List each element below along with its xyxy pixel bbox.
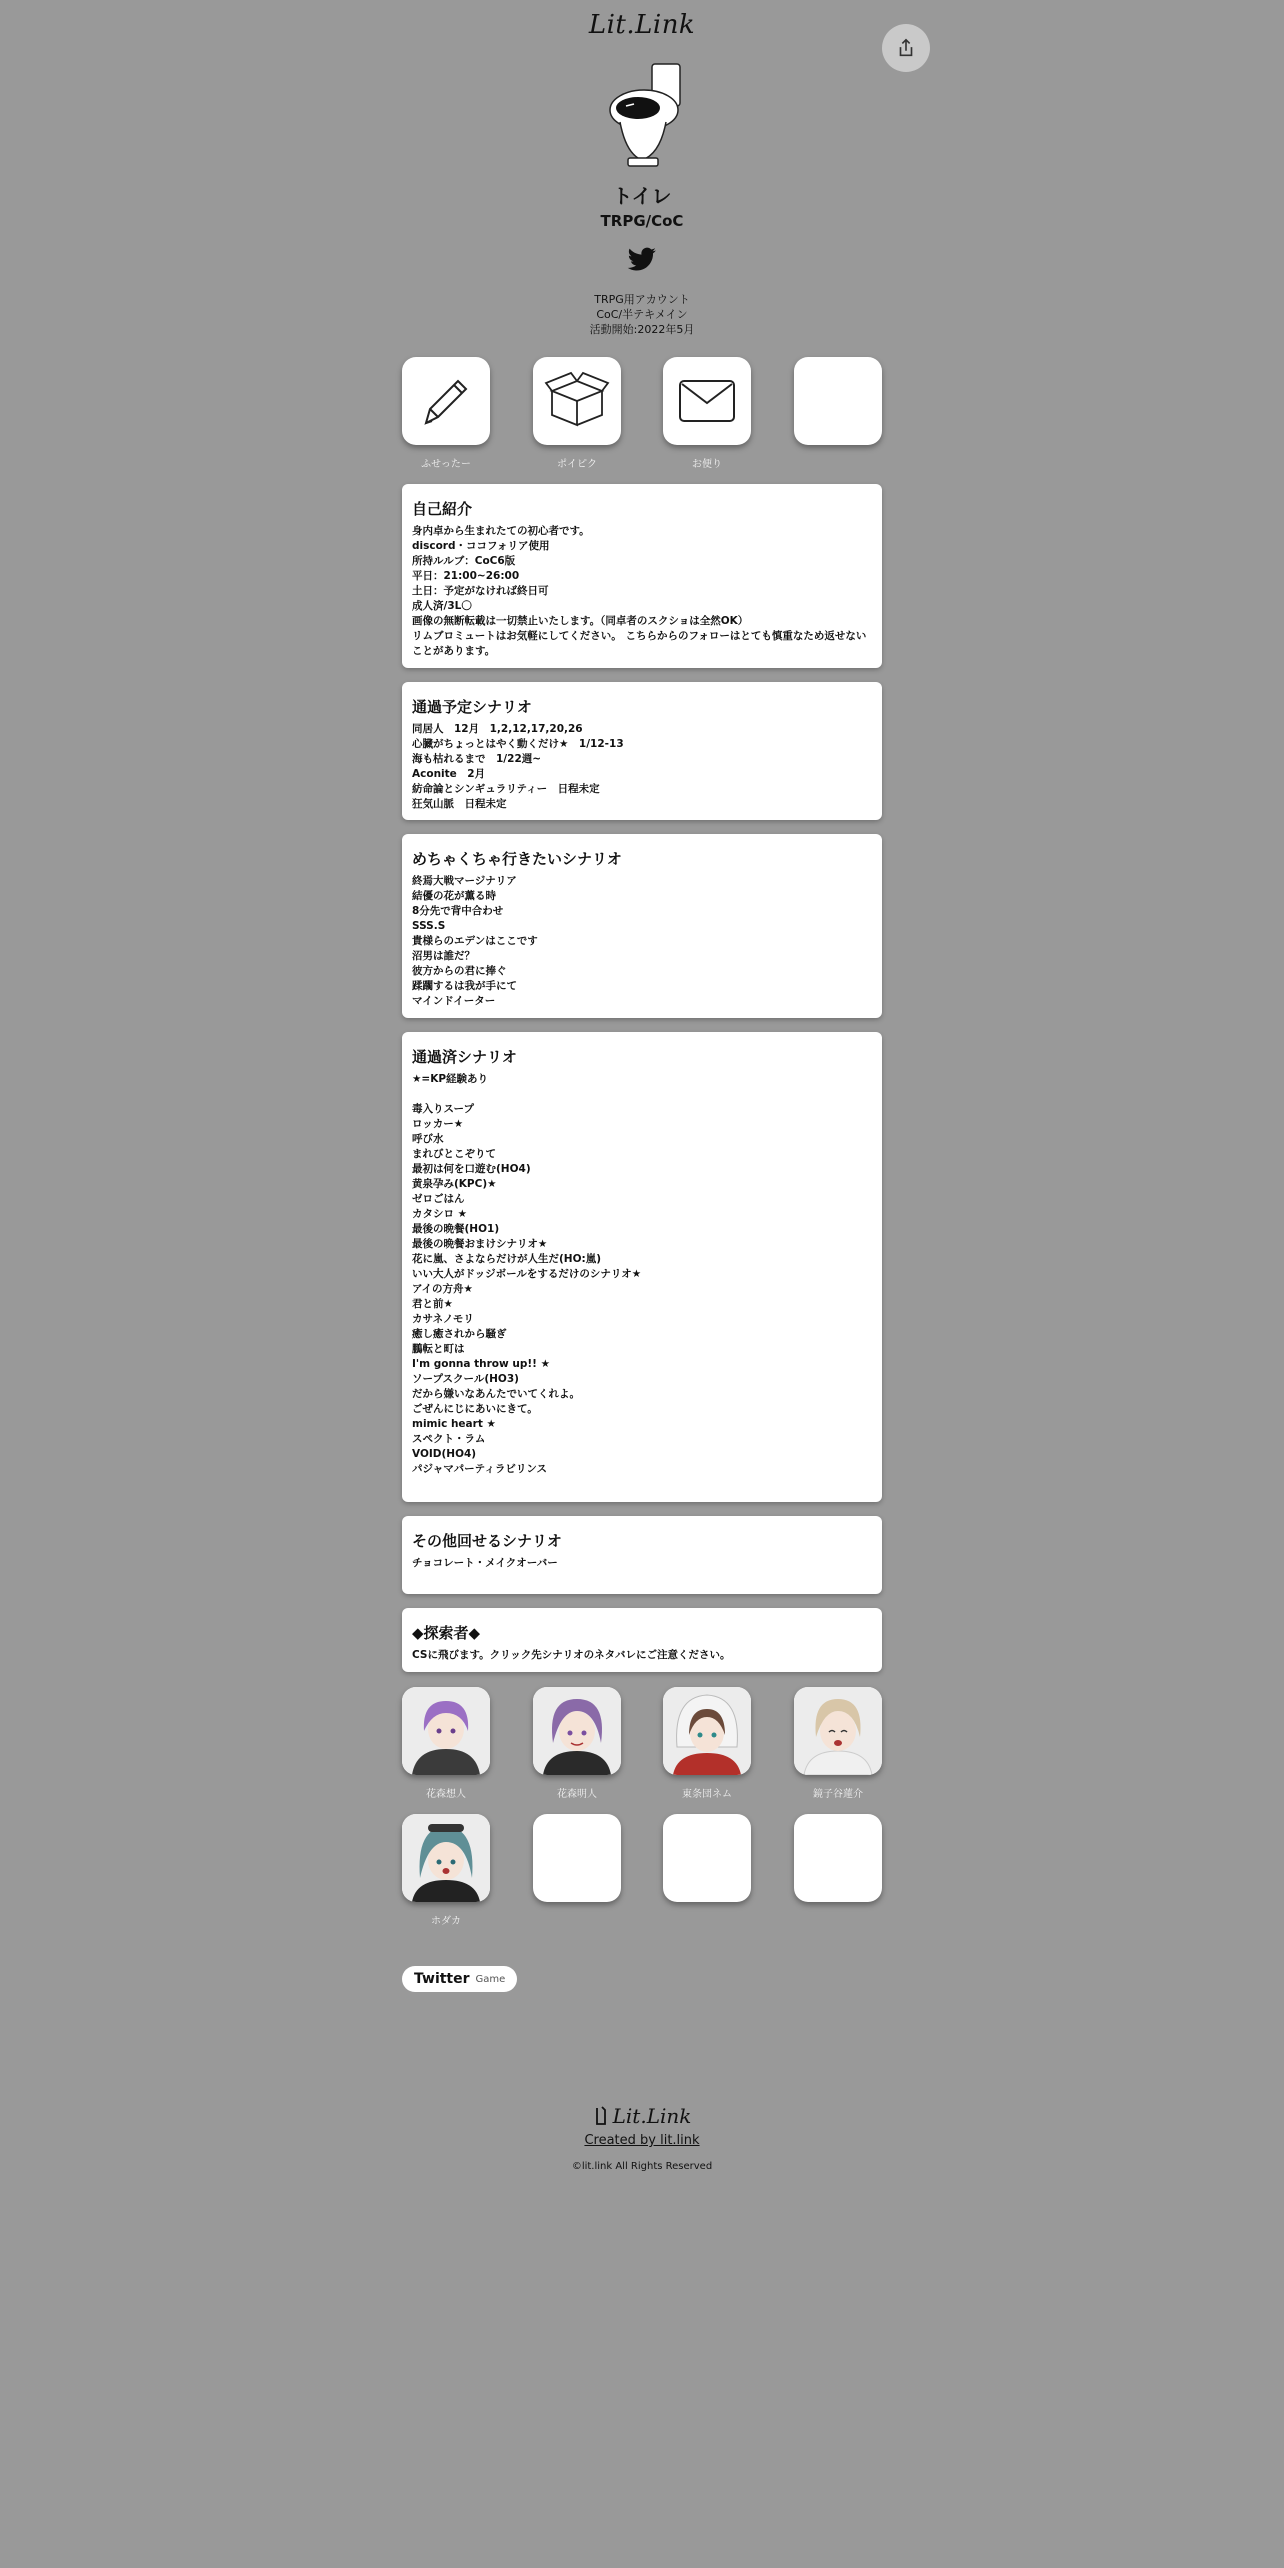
character-label: ホダカ bbox=[431, 1916, 461, 1927]
toilet-avatar-icon bbox=[592, 58, 692, 170]
card-planned-scenarios bbox=[402, 682, 882, 820]
tag-sub-label: Game bbox=[475, 1973, 506, 1985]
character-portrait bbox=[533, 1687, 621, 1775]
card-wishlist-scenarios bbox=[402, 834, 882, 1018]
tag-main-label: Twitter bbox=[414, 1971, 470, 1987]
card-investigators bbox=[402, 1608, 882, 1672]
card-title: ◆探索者◆ bbox=[412, 1624, 481, 1642]
card-title: 通過済シナリオ bbox=[412, 1048, 517, 1066]
link-tile-label: ふせったー bbox=[421, 459, 471, 470]
card-self-intro bbox=[402, 484, 882, 668]
bio-line: TRPG用アカウント bbox=[594, 293, 690, 306]
character-portrait bbox=[663, 1687, 751, 1775]
link-tile-label: ポイピク bbox=[557, 459, 597, 470]
share-button[interactable] bbox=[882, 24, 930, 72]
character-tile-empty[interactable] bbox=[794, 1814, 882, 1902]
litlink-mark-icon bbox=[593, 2106, 607, 2126]
litlink-logo[interactable]: Lit.Link bbox=[588, 10, 696, 40]
card-completed-scenarios bbox=[402, 1032, 882, 1502]
pencil-icon bbox=[416, 371, 476, 431]
link-tile-letter[interactable] bbox=[663, 357, 751, 445]
card-title: 自己紹介 bbox=[412, 500, 473, 518]
created-by-link[interactable]: Created by lit.link bbox=[584, 2133, 700, 2148]
card-body: CSに飛びます。クリック先シナリオのネタバレにご注意ください。 bbox=[412, 1649, 731, 1661]
bio-line: 活動開始:2022年5月 bbox=[589, 323, 695, 336]
character-tile[interactable] bbox=[794, 1687, 882, 1775]
profile-subtitle: TRPG/CoC bbox=[600, 212, 684, 230]
character-tile[interactable] bbox=[402, 1814, 490, 1902]
card-title: めちゃくちゃ行きたいシナリオ bbox=[412, 850, 622, 868]
character-label: 花森想人 bbox=[426, 1789, 466, 1800]
profile-name: トイレ bbox=[612, 184, 672, 208]
link-tile-empty[interactable] bbox=[794, 357, 882, 445]
card-other-scenarios bbox=[402, 1516, 882, 1594]
link-tile-label: お便り bbox=[692, 459, 722, 470]
character-tile[interactable] bbox=[663, 1687, 751, 1775]
card-body: チョコレート・メイクオーバー bbox=[412, 1557, 558, 1569]
character-tile-empty[interactable] bbox=[663, 1814, 751, 1902]
character-portrait bbox=[402, 1687, 490, 1775]
bio bbox=[0, 292, 1284, 337]
bio-line: CoC/半テキメイン bbox=[596, 308, 688, 321]
character-tile-empty[interactable] bbox=[533, 1814, 621, 1902]
character-tile[interactable] bbox=[533, 1687, 621, 1775]
card-body: 終焉大戦マージナリア 結優の花が薫る時 8分先で背中合わせ SSS.S 貴様らのエデンはここです 沼男は誰だ？ 彼方からの君に捧ぐ 蹂躙するは我が手にて マインドイーター bbox=[412, 875, 538, 1007]
character-portrait bbox=[794, 1687, 882, 1775]
character-label: 東条団ネム bbox=[682, 1789, 732, 1800]
character-portrait bbox=[402, 1814, 490, 1902]
card-body: ★=KP経験あり 毒入りスープ ロッカー★ 呼び水 まれびとこぞりて 最初は何を口遊む(HO4) 黄泉孕み(KPC)★ ゼロごはん カタシロ ★ 最後の晩餐(HO1) 最後の晩餐おまけシナリオ★ 花に嵐、さよならだけが人生だ(HO:嵐) いい大人がドッジボールをするだけのシナリオ★ アイの方舟★ 君と前★ カサネノモリ 癒し癒されから騒ぎ 鵬転と町は I'm gonna throw up!! ★ ソープスクール(HO3) だから嫌いなあんたでいてくれよ。 ごぜんにじにあいにきて。 mimic heart ★ スペクト・ラム VOID(HO4) パジャマパーティラビリンス bbox=[412, 1073, 642, 1475]
share-icon bbox=[895, 37, 917, 59]
card-body: 同居人 12月 1,2,12,17,20,26 心臓がちょっとはやく動くだけ★ 1/12-13 海も枯れるまで 1/22週~ Aconite 2月 紡命論とシンギュラリティー 日程未定 狂気山脈 日程未定 bbox=[412, 723, 624, 810]
envelope-icon bbox=[678, 379, 736, 423]
avatar bbox=[592, 58, 692, 170]
character-tile[interactable] bbox=[402, 1687, 490, 1775]
twitter-link[interactable] bbox=[625, 246, 659, 274]
character-label: 鏡子谷蓮介 bbox=[813, 1789, 863, 1800]
box-icon bbox=[544, 371, 610, 431]
link-tile-poipiku[interactable] bbox=[533, 357, 621, 445]
card-title: 通過予定シナリオ bbox=[412, 698, 532, 716]
footer-brand: Lit.Link bbox=[612, 2104, 692, 2128]
link-tile-fusetter[interactable] bbox=[402, 357, 490, 445]
tag-twitter-game[interactable] bbox=[402, 1966, 517, 1992]
character-label: 花森明人 bbox=[557, 1789, 597, 1800]
footer-logo[interactable] bbox=[0, 2104, 1284, 2128]
copyright: ©lit.link All Rights Reserved bbox=[571, 2161, 713, 2172]
card-body: 身内卓から生まれたての初心者です。 discord・ココフォリア使用 所持ルルブ：CoC6版 平日：21:00~26:00 土日：予定がなければ終日可 成人済/3L〇 画像の無断転載は一切禁止いたします。（同卓者のスクショは全然OK） リムブロミュートはお気軽にしてください。 こちらからのフォローはとても慎重なため返せないことがあります。 bbox=[412, 525, 867, 657]
twitter-bird-icon bbox=[627, 247, 657, 273]
card-title: その他回せるシナリオ bbox=[412, 1532, 562, 1550]
